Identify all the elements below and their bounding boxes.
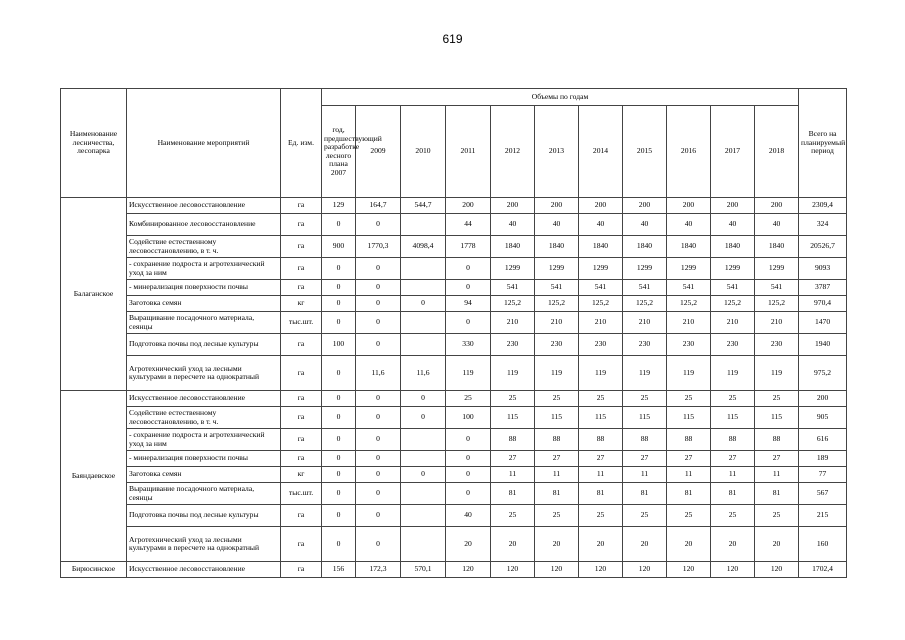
unit-cell: га bbox=[281, 429, 322, 451]
value-cell: 541 bbox=[755, 280, 799, 296]
value-cell: 0 bbox=[356, 467, 401, 483]
value-cell: 88 bbox=[667, 429, 711, 451]
value-cell: 115 bbox=[579, 407, 623, 429]
value-cell: 125,2 bbox=[667, 296, 711, 312]
value-cell: 0 bbox=[322, 356, 356, 391]
value-cell: 125,2 bbox=[579, 296, 623, 312]
value-cell: 0 bbox=[356, 407, 401, 429]
unit-cell: кг bbox=[281, 296, 322, 312]
header-volumes-by-year: Объемы по годам bbox=[322, 89, 799, 106]
value-cell: 230 bbox=[667, 334, 711, 356]
value-cell: 20 bbox=[579, 527, 623, 562]
table-row bbox=[61, 214, 847, 236]
total-cell: 1470 bbox=[799, 312, 847, 334]
activity-name: Подготовка почвы под лесные культуры bbox=[127, 334, 281, 356]
total-cell: 975,2 bbox=[799, 356, 847, 391]
value-cell: 1840 bbox=[535, 236, 579, 258]
activity-name: Комбинированное лесовосстановление bbox=[127, 214, 281, 236]
value-cell: 156 bbox=[322, 562, 356, 578]
value-cell: 81 bbox=[623, 483, 667, 505]
total-cell: 970,4 bbox=[799, 296, 847, 312]
header-base-year: год, предшествующий разработке лесного плана 2007 bbox=[322, 106, 356, 198]
value-cell: 20 bbox=[535, 527, 579, 562]
value-cell: 200 bbox=[711, 198, 755, 214]
value-cell: 11 bbox=[755, 467, 799, 483]
value-cell: 120 bbox=[535, 562, 579, 578]
value-cell: 200 bbox=[623, 198, 667, 214]
header-year: 2018 bbox=[755, 106, 799, 198]
value-cell: 25 bbox=[491, 391, 535, 407]
value-cell bbox=[401, 527, 446, 562]
table-row bbox=[61, 356, 847, 391]
table-row bbox=[61, 505, 847, 527]
value-cell: 0 bbox=[322, 296, 356, 312]
unit-cell: кг bbox=[281, 467, 322, 483]
value-cell: 0 bbox=[356, 258, 401, 280]
activity-name: - сохранение подроста и агротехнический уход за ним bbox=[127, 258, 281, 280]
value-cell: 25 bbox=[623, 391, 667, 407]
page-number: 619 bbox=[442, 32, 463, 46]
value-cell: 27 bbox=[535, 451, 579, 467]
table-row bbox=[61, 562, 847, 578]
value-cell: 544,7 bbox=[401, 198, 446, 214]
unit-cell: га bbox=[281, 407, 322, 429]
header-year: 2015 bbox=[623, 106, 667, 198]
value-cell: 230 bbox=[623, 334, 667, 356]
value-cell: 120 bbox=[623, 562, 667, 578]
value-cell: 119 bbox=[446, 356, 491, 391]
value-cell: 27 bbox=[711, 451, 755, 467]
header-year: 2016 bbox=[667, 106, 711, 198]
value-cell: 0 bbox=[446, 483, 491, 505]
value-cell: 20 bbox=[755, 527, 799, 562]
value-cell: 81 bbox=[755, 483, 799, 505]
value-cell: 0 bbox=[401, 467, 446, 483]
value-cell: 1299 bbox=[535, 258, 579, 280]
table-row bbox=[61, 429, 847, 451]
value-cell: 40 bbox=[491, 214, 535, 236]
value-cell: 25 bbox=[755, 505, 799, 527]
activity-name: - сохранение подроста и агротехнический уход за ним bbox=[127, 429, 281, 451]
unit-cell: тыс.шт. bbox=[281, 483, 322, 505]
value-cell: 115 bbox=[755, 407, 799, 429]
value-cell: 1299 bbox=[491, 258, 535, 280]
value-cell: 0 bbox=[446, 312, 491, 334]
total-cell: 1940 bbox=[799, 334, 847, 356]
unit-cell: га bbox=[281, 391, 322, 407]
value-cell: 1840 bbox=[667, 236, 711, 258]
value-cell: 11,6 bbox=[401, 356, 446, 391]
value-cell: 0 bbox=[356, 451, 401, 467]
value-cell: 25 bbox=[711, 391, 755, 407]
value-cell: 81 bbox=[535, 483, 579, 505]
total-cell: 200 bbox=[799, 391, 847, 407]
value-cell: 230 bbox=[579, 334, 623, 356]
value-cell: 0 bbox=[446, 258, 491, 280]
value-cell: 200 bbox=[491, 198, 535, 214]
value-cell: 0 bbox=[322, 467, 356, 483]
table-row bbox=[61, 198, 847, 214]
header-year: 2014 bbox=[579, 106, 623, 198]
value-cell: 0 bbox=[356, 312, 401, 334]
activity-name: Искусственное лесовосстановление bbox=[127, 562, 281, 578]
value-cell: 100 bbox=[446, 407, 491, 429]
total-cell: 9093 bbox=[799, 258, 847, 280]
value-cell: 0 bbox=[356, 483, 401, 505]
value-cell: 200 bbox=[446, 198, 491, 214]
total-cell: 160 bbox=[799, 527, 847, 562]
value-cell: 0 bbox=[401, 296, 446, 312]
unit-cell: га bbox=[281, 280, 322, 296]
activity-name: Выращивание посадочного материала, сеянцы bbox=[127, 312, 281, 334]
value-cell: 25 bbox=[535, 391, 579, 407]
value-cell: 129 bbox=[322, 198, 356, 214]
value-cell: 81 bbox=[491, 483, 535, 505]
value-cell: 0 bbox=[401, 407, 446, 429]
unit-cell: га bbox=[281, 527, 322, 562]
table-row bbox=[61, 296, 847, 312]
activity-name: Искусственное лесовосстановление bbox=[127, 198, 281, 214]
activity-name: - минерализация поверхности почвы bbox=[127, 280, 281, 296]
value-cell: 125,2 bbox=[755, 296, 799, 312]
value-cell: 172,3 bbox=[356, 562, 401, 578]
value-cell: 88 bbox=[711, 429, 755, 451]
table-row bbox=[61, 483, 847, 505]
value-cell: 25 bbox=[535, 505, 579, 527]
value-cell: 81 bbox=[711, 483, 755, 505]
total-cell: 215 bbox=[799, 505, 847, 527]
value-cell bbox=[401, 214, 446, 236]
value-cell: 541 bbox=[623, 280, 667, 296]
unit-cell: га bbox=[281, 451, 322, 467]
value-cell: 11 bbox=[711, 467, 755, 483]
value-cell: 330 bbox=[446, 334, 491, 356]
unit-cell: га bbox=[281, 334, 322, 356]
forestry-name: Баяндаевское bbox=[61, 391, 127, 562]
value-cell bbox=[401, 334, 446, 356]
value-cell: 1770,3 bbox=[356, 236, 401, 258]
value-cell: 120 bbox=[755, 562, 799, 578]
value-cell: 120 bbox=[711, 562, 755, 578]
value-cell: 88 bbox=[755, 429, 799, 451]
value-cell: 40 bbox=[623, 214, 667, 236]
value-cell: 40 bbox=[755, 214, 799, 236]
value-cell: 81 bbox=[667, 483, 711, 505]
activity-name: Содействие естественному лесовосстановлению, в т. ч. bbox=[127, 407, 281, 429]
value-cell: 120 bbox=[446, 562, 491, 578]
value-cell: 1840 bbox=[579, 236, 623, 258]
value-cell: 25 bbox=[667, 505, 711, 527]
unit-cell: га bbox=[281, 505, 322, 527]
value-cell: 1840 bbox=[491, 236, 535, 258]
value-cell bbox=[401, 451, 446, 467]
value-cell: 40 bbox=[579, 214, 623, 236]
value-cell: 0 bbox=[322, 451, 356, 467]
value-cell: 230 bbox=[491, 334, 535, 356]
value-cell: 115 bbox=[667, 407, 711, 429]
value-cell: 200 bbox=[667, 198, 711, 214]
value-cell: 0 bbox=[356, 391, 401, 407]
table-row bbox=[61, 407, 847, 429]
value-cell: 1299 bbox=[579, 258, 623, 280]
value-cell: 0 bbox=[322, 407, 356, 429]
activity-name: Выращивание посадочного материала, сеянцы bbox=[127, 483, 281, 505]
value-cell: 0 bbox=[322, 258, 356, 280]
value-cell: 88 bbox=[579, 429, 623, 451]
value-cell: 0 bbox=[446, 451, 491, 467]
value-cell: 11 bbox=[667, 467, 711, 483]
header-year: 2009 bbox=[356, 106, 401, 198]
value-cell: 541 bbox=[491, 280, 535, 296]
value-cell: 1299 bbox=[667, 258, 711, 280]
value-cell: 0 bbox=[356, 296, 401, 312]
table-row bbox=[61, 312, 847, 334]
value-cell: 200 bbox=[535, 198, 579, 214]
activities-table bbox=[60, 88, 847, 578]
activity-name: Заготовка семян bbox=[127, 296, 281, 312]
unit-cell: га bbox=[281, 214, 322, 236]
activity-name: - минерализация поверхности почвы bbox=[127, 451, 281, 467]
value-cell: 210 bbox=[535, 312, 579, 334]
value-cell: 541 bbox=[667, 280, 711, 296]
value-cell bbox=[401, 505, 446, 527]
value-cell: 11 bbox=[579, 467, 623, 483]
table-row bbox=[61, 334, 847, 356]
value-cell: 40 bbox=[711, 214, 755, 236]
total-cell: 905 bbox=[799, 407, 847, 429]
value-cell: 0 bbox=[322, 483, 356, 505]
value-cell: 0 bbox=[356, 505, 401, 527]
activity-name: Заготовка семян bbox=[127, 467, 281, 483]
value-cell: 125,2 bbox=[623, 296, 667, 312]
value-cell: 230 bbox=[711, 334, 755, 356]
value-cell: 541 bbox=[579, 280, 623, 296]
value-cell: 88 bbox=[623, 429, 667, 451]
value-cell: 120 bbox=[579, 562, 623, 578]
value-cell: 210 bbox=[623, 312, 667, 334]
value-cell: 230 bbox=[535, 334, 579, 356]
value-cell: 115 bbox=[711, 407, 755, 429]
value-cell: 119 bbox=[667, 356, 711, 391]
table-row bbox=[61, 451, 847, 467]
unit-cell: га bbox=[281, 258, 322, 280]
header-year: 2012 bbox=[491, 106, 535, 198]
value-cell: 0 bbox=[322, 391, 356, 407]
total-cell: 20526,7 bbox=[799, 236, 847, 258]
value-cell: 25 bbox=[755, 391, 799, 407]
value-cell: 210 bbox=[491, 312, 535, 334]
total-cell: 616 bbox=[799, 429, 847, 451]
value-cell: 125,2 bbox=[535, 296, 579, 312]
value-cell: 119 bbox=[579, 356, 623, 391]
value-cell bbox=[401, 280, 446, 296]
value-cell: 115 bbox=[491, 407, 535, 429]
value-cell: 40 bbox=[667, 214, 711, 236]
value-cell: 1299 bbox=[623, 258, 667, 280]
header-forestry: Наименование лесничества, лесопарка bbox=[61, 89, 127, 198]
value-cell: 200 bbox=[755, 198, 799, 214]
value-cell: 25 bbox=[711, 505, 755, 527]
unit-cell: га bbox=[281, 236, 322, 258]
value-cell: 25 bbox=[667, 391, 711, 407]
value-cell: 88 bbox=[535, 429, 579, 451]
value-cell bbox=[401, 483, 446, 505]
activity-name: Агротехнический уход за лесными культурами в пересчете на однократный bbox=[127, 356, 281, 391]
value-cell: 27 bbox=[667, 451, 711, 467]
value-cell bbox=[401, 312, 446, 334]
value-cell: 0 bbox=[322, 527, 356, 562]
value-cell: 210 bbox=[667, 312, 711, 334]
value-cell: 20 bbox=[667, 527, 711, 562]
value-cell: 120 bbox=[491, 562, 535, 578]
unit-cell: га bbox=[281, 562, 322, 578]
value-cell: 20 bbox=[446, 527, 491, 562]
value-cell: 125,2 bbox=[491, 296, 535, 312]
value-cell bbox=[401, 429, 446, 451]
value-cell: 900 bbox=[322, 236, 356, 258]
value-cell: 200 bbox=[579, 198, 623, 214]
table-row bbox=[61, 280, 847, 296]
total-cell: 324 bbox=[799, 214, 847, 236]
value-cell: 25 bbox=[579, 391, 623, 407]
unit-cell: тыс.шт. bbox=[281, 312, 322, 334]
value-cell: 119 bbox=[755, 356, 799, 391]
value-cell: 4098,4 bbox=[401, 236, 446, 258]
value-cell: 0 bbox=[356, 334, 401, 356]
value-cell: 119 bbox=[623, 356, 667, 391]
table-row bbox=[61, 236, 847, 258]
value-cell: 27 bbox=[755, 451, 799, 467]
value-cell: 1840 bbox=[623, 236, 667, 258]
activity-name: Агротехнический уход за лесными культурами в пересчете на однократный bbox=[127, 527, 281, 562]
value-cell: 1299 bbox=[711, 258, 755, 280]
value-cell: 11,6 bbox=[356, 356, 401, 391]
table-row bbox=[61, 258, 847, 280]
value-cell: 44 bbox=[446, 214, 491, 236]
value-cell: 100 bbox=[322, 334, 356, 356]
table-row bbox=[61, 527, 847, 562]
value-cell: 1778 bbox=[446, 236, 491, 258]
value-cell: 25 bbox=[491, 505, 535, 527]
value-cell: 20 bbox=[711, 527, 755, 562]
table-row bbox=[61, 391, 847, 407]
header-activity: Наименование мероприятий bbox=[127, 89, 281, 198]
value-cell: 0 bbox=[446, 467, 491, 483]
value-cell: 0 bbox=[356, 280, 401, 296]
value-cell: 0 bbox=[322, 312, 356, 334]
value-cell: 40 bbox=[535, 214, 579, 236]
value-cell: 0 bbox=[446, 280, 491, 296]
value-cell: 0 bbox=[446, 429, 491, 451]
value-cell: 40 bbox=[446, 505, 491, 527]
table-row bbox=[61, 467, 847, 483]
value-cell: 20 bbox=[623, 527, 667, 562]
value-cell: 1840 bbox=[711, 236, 755, 258]
value-cell: 11 bbox=[623, 467, 667, 483]
total-cell: 3787 bbox=[799, 280, 847, 296]
value-cell: 541 bbox=[535, 280, 579, 296]
header-total: Всего на планируемый период bbox=[799, 89, 847, 198]
value-cell: 25 bbox=[623, 505, 667, 527]
value-cell: 27 bbox=[623, 451, 667, 467]
value-cell: 20 bbox=[491, 527, 535, 562]
value-cell: 25 bbox=[579, 505, 623, 527]
value-cell: 164,7 bbox=[356, 198, 401, 214]
value-cell: 1299 bbox=[755, 258, 799, 280]
activity-name: Подготовка почвы под лесные культуры bbox=[127, 505, 281, 527]
forestry-name: Балаганское bbox=[61, 198, 127, 391]
value-cell: 230 bbox=[755, 334, 799, 356]
header-year: 2010 bbox=[401, 106, 446, 198]
total-cell: 2309,4 bbox=[799, 198, 847, 214]
value-cell: 0 bbox=[322, 429, 356, 451]
value-cell: 27 bbox=[579, 451, 623, 467]
activity-name: Содействие естественному лесовосстановлению, в т. ч. bbox=[127, 236, 281, 258]
value-cell: 11 bbox=[491, 467, 535, 483]
value-cell: 11 bbox=[535, 467, 579, 483]
value-cell: 94 bbox=[446, 296, 491, 312]
header-year: 2011 bbox=[446, 106, 491, 198]
value-cell: 81 bbox=[579, 483, 623, 505]
value-cell: 27 bbox=[491, 451, 535, 467]
value-cell: 125,2 bbox=[711, 296, 755, 312]
total-cell: 77 bbox=[799, 467, 847, 483]
value-cell: 119 bbox=[711, 356, 755, 391]
value-cell: 0 bbox=[322, 280, 356, 296]
value-cell: 0 bbox=[356, 429, 401, 451]
value-cell: 0 bbox=[322, 505, 356, 527]
activity-name: Искусственное лесовосстановление bbox=[127, 391, 281, 407]
value-cell: 119 bbox=[535, 356, 579, 391]
value-cell: 119 bbox=[491, 356, 535, 391]
unit-cell: га bbox=[281, 356, 322, 391]
forestry-name: Бирюсинское bbox=[61, 562, 127, 578]
value-cell: 210 bbox=[755, 312, 799, 334]
total-cell: 1702,4 bbox=[799, 562, 847, 578]
total-cell: 567 bbox=[799, 483, 847, 505]
header-year: 2013 bbox=[535, 106, 579, 198]
value-cell: 25 bbox=[446, 391, 491, 407]
value-cell: 120 bbox=[667, 562, 711, 578]
value-cell: 115 bbox=[535, 407, 579, 429]
value-cell bbox=[401, 258, 446, 280]
value-cell: 0 bbox=[356, 214, 401, 236]
value-cell: 0 bbox=[356, 527, 401, 562]
value-cell: 88 bbox=[491, 429, 535, 451]
value-cell: 1840 bbox=[755, 236, 799, 258]
value-cell: 0 bbox=[401, 391, 446, 407]
value-cell: 570,1 bbox=[401, 562, 446, 578]
unit-cell: га bbox=[281, 198, 322, 214]
value-cell: 210 bbox=[579, 312, 623, 334]
value-cell: 0 bbox=[322, 214, 356, 236]
value-cell: 541 bbox=[711, 280, 755, 296]
total-cell: 189 bbox=[799, 451, 847, 467]
header-unit: Ед. изм. bbox=[281, 89, 322, 198]
value-cell: 115 bbox=[623, 407, 667, 429]
value-cell: 210 bbox=[711, 312, 755, 334]
header-year: 2017 bbox=[711, 106, 755, 198]
